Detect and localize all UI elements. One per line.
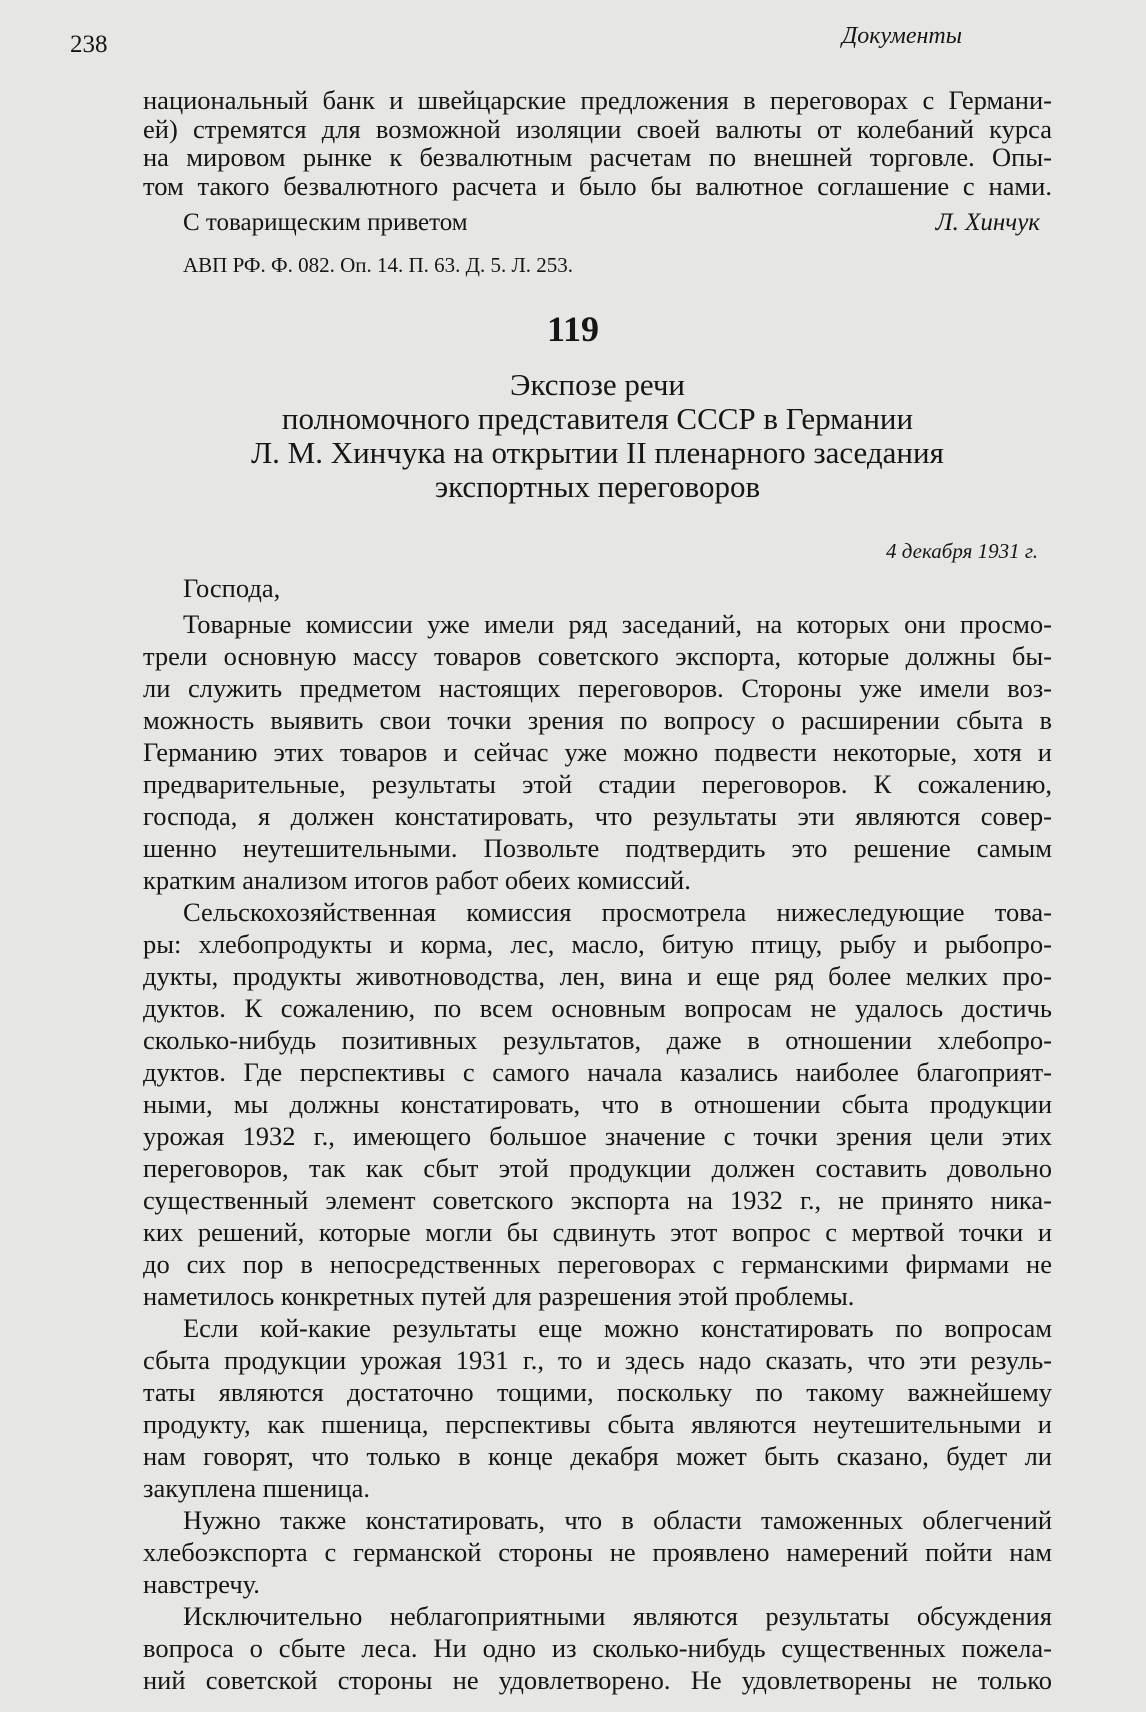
document-date: 4 декабря 1931 г. [886,539,1038,563]
text-line: дуктов. К сожалению, по всем основным вопросам не удалось достичь [143,993,1052,1023]
greeting: Господа, [183,573,281,603]
text-line: таты являются достаточно тощими, поскольку по такому важнейшему [143,1377,1052,1407]
archive-reference: АВП РФ. Ф. 082. Оп. 14. П. 63. Д. 5. Л. 253. [183,253,573,277]
paragraph [143,896,1052,1312]
text-line: ний советской стороны не удовлетворено. Не удовлетворены не только [143,1665,1052,1695]
text-line: Исключительно неблагоприятными являются результаты обсуждения [183,1601,1052,1631]
text-line: шенно неутешительными. Позвольте подтвердить это решение самым [143,833,1052,863]
text-line: трели основную массу товаров советского экспорта, которые должны бы- [143,641,1052,671]
text-line: ких решений, которые могли бы сдвинуть этот вопрос с мертвой точки и [143,1217,1052,1247]
text-line: существенный элемент советского экспорта на 1932 г., не принято ника- [143,1185,1052,1215]
text-line: сбыта продукции урожая 1931 г., то и здесь надо сказать, что эти резуль- [143,1345,1052,1375]
text-line: Если кой-какие результаты еще можно констатировать по вопросам [183,1313,1052,1343]
text-line: господа, я должен констатировать, что результаты эти являются совер- [143,801,1052,831]
continuation-paragraph [143,86,1052,201]
text-line: нам говорят, что только в конце декабря может быть сказано, будет ли [143,1441,1052,1471]
text-line: на мировом рынке к безвалютным расчетам по внешней торговле. Опы- [143,142,1052,173]
text-line: том такого безвалютного расчета и было бы валютное соглашение с нами. [143,171,1052,202]
text-line: Сельскохозяйственная комиссия просмотрела нижеследующие това- [183,897,1052,927]
page-number: 238 [70,31,108,58]
text-line: навстречу. [143,1569,260,1599]
text-line: дукты, продукты животноводства, лен, вина и еще ряд более мелких про- [143,961,1052,991]
text-line: вопроса о сбыте леса. Ни одно из сколько-нибудь существенных пожела- [143,1633,1052,1663]
text-line: ли служить предметом настоящих переговоров. Стороны уже имели воз- [143,673,1052,703]
document-number: 119 [546,309,599,349]
document-title-line: экспортных переговоров [434,469,761,504]
text-line: можность выявить свои точки зрения по вопросу о расширении сбыта в [143,705,1052,735]
document-title-line: Л. М. Хинчука на открытии II пленарного заседания [251,435,944,470]
text-line: сколько-нибудь позитивных результатов, даже в отношении хлебопро- [143,1025,1052,1055]
paragraph [143,1504,1052,1600]
paragraph [143,608,1052,896]
text-line: ры: хлебопродукты и корма, лес, масло, битую птицу, рыбу и рыбопро- [143,929,1052,959]
text-line: Товарные комиссии уже имели ряд заседаний, на которых они просмо- [183,609,1052,639]
text-line: переговоров, так как сбыт этой продукции должен составить довольно [143,1153,1052,1183]
text-line: до сих пор в непосредственных переговорах с германскими фирмами не [143,1249,1052,1279]
paragraph [143,1312,1052,1504]
running-title: Документы [841,23,962,49]
text-line: кратким анализом итогов работ обеих комиссий. [143,865,691,895]
text-line: ными, мы должны констатировать, что в отношении сбыта продукции [143,1089,1052,1119]
text-line: хлебоэкспорта с германской стороны не проявлено намерений пойти нам [143,1537,1052,1567]
text-line: закуплена пшеница. [143,1473,370,1503]
text-line: предварительные, результаты этой стадии переговоров. К сожалению, [143,769,1052,799]
document-body [143,608,1052,1696]
text-line: урожая 1932 г., имеющего большое значение с точки зрения цели этих [143,1121,1052,1151]
text-line: наметилось конкретных путей для разрешения этой проблемы. [143,1281,855,1311]
text-line: продукту, как пшеница, перспективы сбыта являются неутешительными и [143,1409,1052,1439]
paragraph [143,1600,1052,1696]
text-line: Нужно также констатировать, что в области таможенных облегчений [183,1505,1052,1535]
text-line: дуктов. Где перспективы с самого начала казались наиболее благоприят- [143,1057,1052,1087]
text-line: национальный банк и швейцарские предложения в переговорах с Германи- [143,85,1052,115]
document-title-line: Экспозе речи [509,367,686,402]
closing-salutation: С товарищеским приветом [183,209,468,236]
text-line: ей) стремятся для возможной изоляции своей валюты от колебаний курса [143,113,1052,144]
signature: Л. Хинчук [935,209,1040,236]
document-title-line: полномочного представителя СССР в Германии [281,401,914,436]
text-line: Германию этих товаров и сейчас уже можно подвести некоторые, хотя и [143,737,1052,767]
